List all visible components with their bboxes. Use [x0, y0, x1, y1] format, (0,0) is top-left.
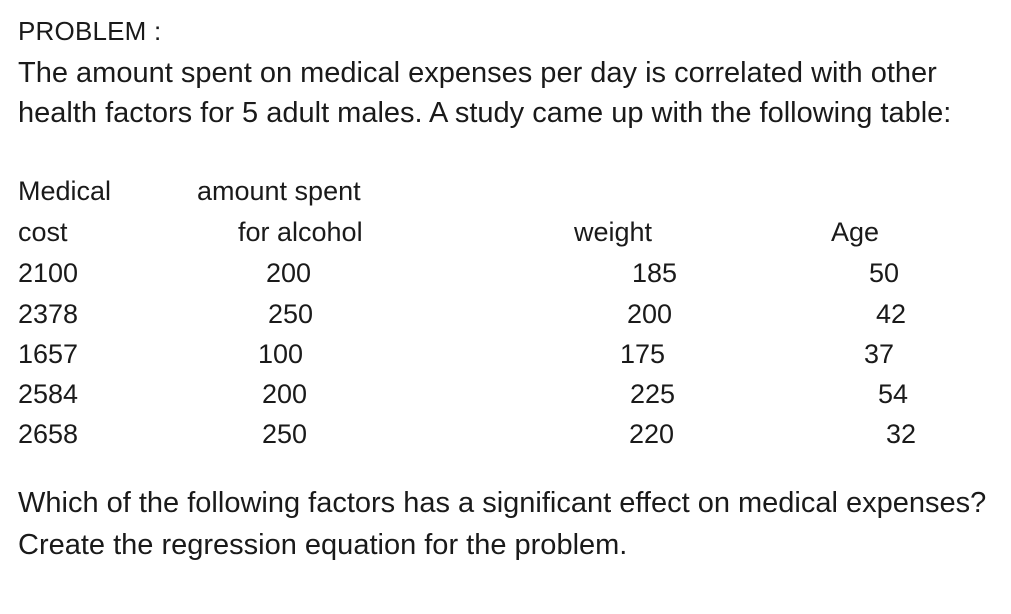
- problem-intro: The amount spent on medical expenses per day is correlated with other health factors for 5 adult males. A study came up with the following table:: [18, 57, 952, 129]
- table-cell-alcohol: 100: [258, 339, 304, 369]
- table-cell-age: 37: [864, 339, 895, 369]
- table-cell-age: 42: [876, 299, 907, 329]
- table-cell-medical: 2100: [18, 258, 79, 288]
- table-cell-medical: 2584: [18, 379, 79, 409]
- table-cell-weight: 185: [632, 258, 678, 288]
- header-medical-line1: Medical: [18, 176, 112, 206]
- table-cell-age: 50: [869, 258, 900, 288]
- header-alcohol-line1: amount spent: [197, 176, 361, 206]
- table-cell-age: 54: [878, 379, 909, 409]
- table-cell-medical: 2378: [18, 299, 79, 329]
- problem-question: Which of the following factors has a significant effect on medical expenses? Create the regression equation for the problem.: [18, 487, 987, 561]
- table-cell-weight: 220: [629, 419, 675, 449]
- header-medical-line2: cost: [18, 217, 68, 247]
- header-alcohol-line2: for alcohol: [238, 217, 363, 247]
- table-cell-weight: 225: [630, 379, 676, 409]
- table-cell-alcohol: 250: [268, 299, 314, 329]
- table-cell-medical: 1657: [18, 339, 79, 369]
- table-cell-medical: 2658: [18, 419, 79, 449]
- table-cell-alcohol: 200: [262, 379, 308, 409]
- table-cell-age: 32: [886, 419, 917, 449]
- header-age: Age: [831, 217, 880, 247]
- table-cell-alcohol: 250: [262, 419, 308, 449]
- table-cell-weight: 200: [627, 299, 673, 329]
- header-weight: weight: [574, 217, 653, 247]
- table-cell-alcohol: 200: [266, 258, 312, 288]
- problem-heading: PROBLEM :: [18, 16, 162, 46]
- table-cell-weight: 175: [620, 339, 666, 369]
